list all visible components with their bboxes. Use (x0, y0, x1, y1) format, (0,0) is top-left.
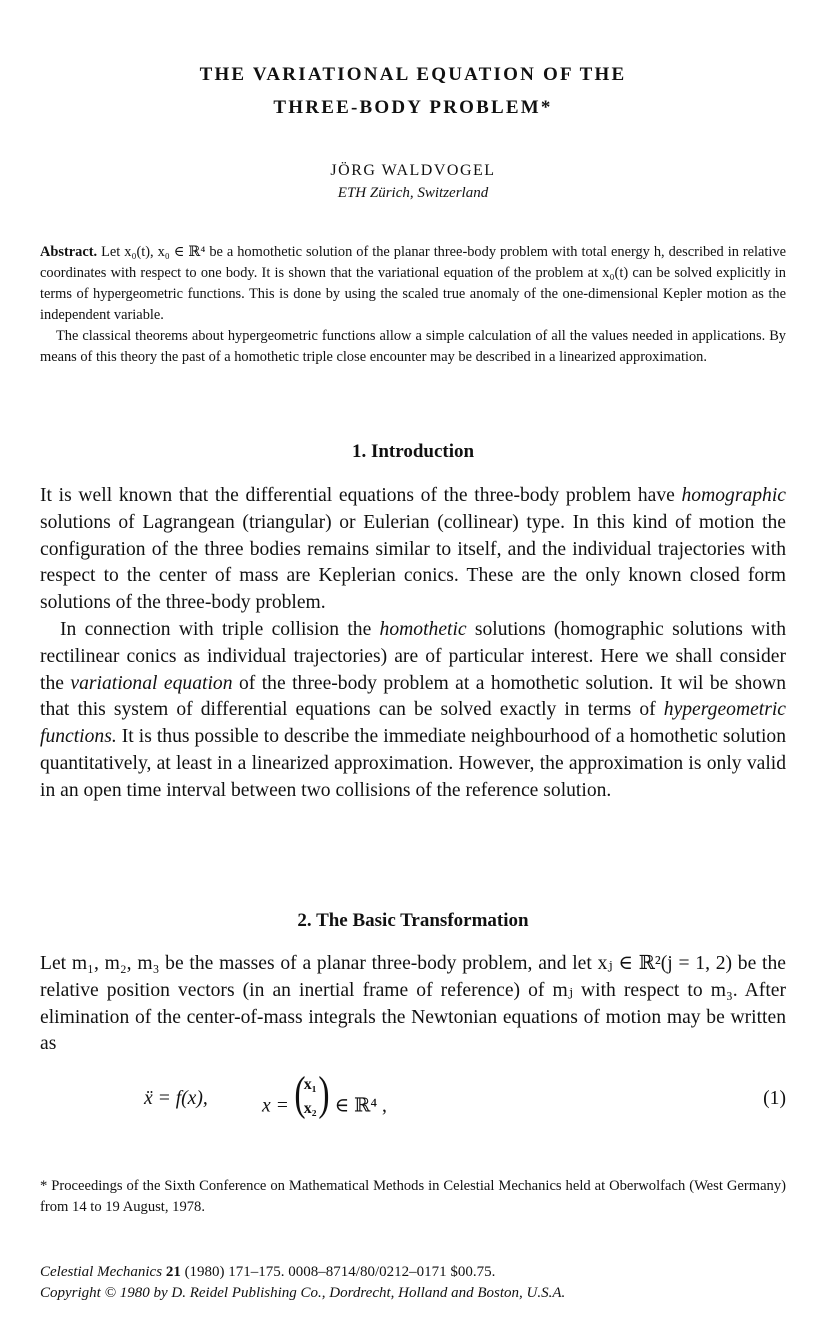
intro-p1-text-b: solutions of Lagrangean (triangular) or Eulerian (collinear) type. In this kind of motion the configuration of the three bodies remains similar to itself, and the individual trajectories with respect to the center of mass are Keplerian conics. These are the only known closed form solutions of the three-body problem. (40, 511, 786, 614)
intro-p2-text-a: In connection with triple collision the (60, 618, 380, 640)
intro-p1-text-a: It is well known that the differential equations of the three-body problem have (40, 485, 682, 506)
intro-paragraph-2 (40, 617, 786, 805)
paper-title-line2: THREE-BODY PROBLEM* (273, 97, 553, 118)
section-heading-introduction: 1. Introduction (351, 441, 475, 462)
vector-component-1: x₁ (303, 1076, 317, 1093)
journal-volume: 21 (165, 1264, 181, 1280)
vector-component-2: x₂ (303, 1100, 317, 1117)
equation-1 (40, 1067, 786, 1138)
abstract (40, 242, 786, 368)
equation-rhs: ∈ ℝ⁴ , (334, 1095, 387, 1117)
equation-number: (1) (763, 1088, 786, 1109)
copyright-line (40, 1283, 786, 1304)
abstract-label: Abstract. (40, 244, 98, 260)
author-affiliation: ETH Zürich, Switzerland (337, 185, 489, 201)
author-name: JÖRG WALDVOGEL (330, 162, 496, 179)
abstract-paragraph-1 (40, 242, 786, 326)
column-vector (294, 1067, 330, 1126)
citation-block (40, 1262, 786, 1304)
section-basic-transformation-body (40, 951, 786, 1058)
intro-p2-text-b: solutions (homographic solutions with rectilinear conics as individual trajectories) are of particular interest. Here we shall consider the (40, 618, 786, 694)
intro-p2-text-c: of the three-body problem at a homothetic solution. It wil be shown that this system of differential equations can be solved exactly in terms of (40, 672, 786, 721)
equation-vector-definition (262, 1067, 387, 1126)
section-heading-basic-transformation: 2. The Basic Transformation (297, 910, 529, 931)
citation-line (40, 1262, 786, 1283)
intro-p2-emphasis-2: variational equation (70, 672, 233, 694)
section-introduction-body (40, 483, 786, 805)
right-paren-glyph: ) (318, 1067, 330, 1120)
paper-title-line1: THE VARIATIONAL EQUATION OF THE (199, 64, 627, 85)
intro-p2-emphasis-1: homothetic (379, 618, 467, 640)
intro-p1-emphasis: homographic (681, 485, 786, 506)
equation-x-eq: x = (262, 1095, 289, 1117)
footnote (40, 1176, 786, 1218)
abstract-paragraph-2: The classical theorems about hypergeometric functions allow a simple calculation of all the values needed in applications. By means of this theory the past of a homothetic triple close encounter may be described in a linearized approximation. (40, 328, 786, 365)
equation-lhs: ẍ = f(x), (144, 1088, 208, 1109)
intro-p2-emphasis-3: hypergeometric functions. (40, 699, 786, 748)
basic-transformation-paragraph: Let m₁, m₂, m₃ be the masses of a planar three-body problem, and let xⱼ ∈ ℝ²(j = 1, 2) be the relative position vectors (in an inertial frame of reference) of mⱼ with respect to m₃. After elimination of the center-of-mass integrals the Newtonian equations of motion may be written as (40, 953, 786, 1055)
footnote-text: * Proceedings of the Sixth Conference on Mathematical Methods in Celestial Mechanics held at Oberwolfach (West Germany) from 14 to 19 August, 1978. (40, 1178, 786, 1215)
intro-p2-text-d: It is thus possible to describe the immediate neighbourhood of a homothetic solution quantitatively, at least in a linearized approximation. However, the approximation is only valid in an open time interval between two collisions of the reference solution. (40, 726, 786, 801)
copyright-text: Copyright © 1980 by D. Reidel Publishing Co., Dordrecht, Holland and Boston, U.S.A. (40, 1285, 566, 1301)
intro-paragraph-1 (40, 483, 786, 617)
abstract-text-1: Let x₀(t), x₀ ∈ ℝ⁴ be a homothetic solution of the planar three-body problem with total energy h, described in relative coordinates with respect to one body. It is shown that the variational equation of the problem at x₀(t) can be solved explicitly in terms of hypergeometric functions. This is done by using the scaled true anomaly of the one-dimensional Kepler motion as the independent variable. (40, 244, 786, 323)
citation-details: (1980) 171–175. 0008–8714/80/0212–0171 $00.75. (180, 1264, 496, 1280)
left-paren-glyph: ( (294, 1067, 306, 1120)
journal-name: Celestial Mechanics (40, 1264, 163, 1280)
